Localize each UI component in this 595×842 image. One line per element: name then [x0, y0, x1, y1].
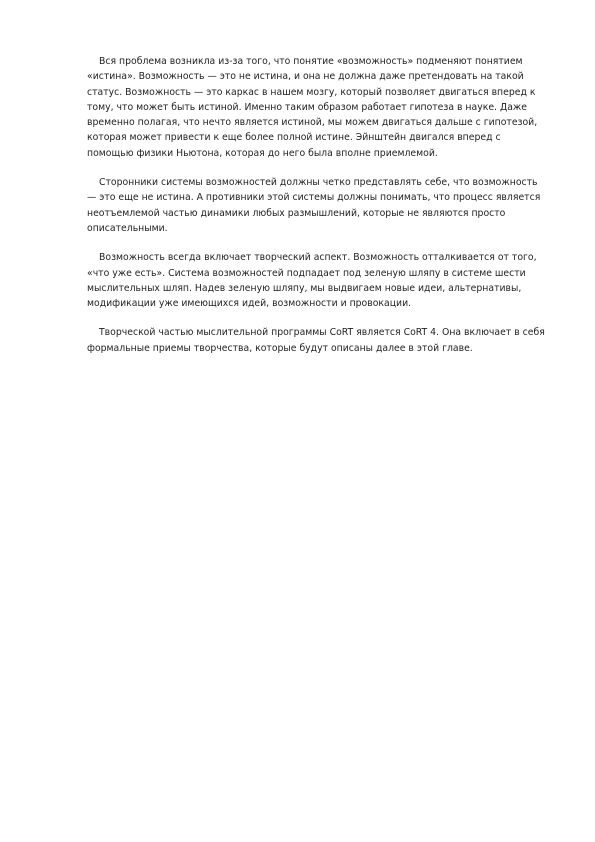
paragraph-2: Сторонники системы возможностей должны четко представлять себе, что возможность — это еще не истина. А противники этой системы должны понимать, что процесс является неотъемлемой частью динамики любых размышлений, которые не являются просто описательными.	[87, 177, 541, 234]
paragraph-1: Вся проблема возникла из-за того, что понятие «возможность» подменяют понятием «истина». Возможность — это не истина, и она не должна даже претендовать на такой статус. Возможность — это каркас в нашем мозгу, который позволяет двигаться вперед к тому, что может быть истиной. Именно таким образом работает гипотеза в науке. Даже временно полагая, что нечто является истиной, мы можем двигаться дальше с гипотезой, которая может привести к еще более полной истине. Эйнштейн двигался вперед с помощью физики Ньютона, которая до него была вполне приемлемой.	[87, 56, 538, 159]
paragraph-4: Творческой частью мыслительной программы CoRT является CoRT 4. Она включает в себя формальные приемы творчества, которые будут описаны далее в этой главе.	[87, 327, 545, 354]
paragraph-3: Возможность всегда включает творческий аспект. Возможность отталкивается от того, «что уже есть». Система возможностей подпадает под зеленую шляпу в системе шести мыслительных шляп. Надев зеленую шляпу, мы выдвигаем новые идеи, альтернативы, модификации уже имеющихся идей, возможности и провокации.	[87, 252, 537, 310]
text-body	[87, 54, 545, 370]
